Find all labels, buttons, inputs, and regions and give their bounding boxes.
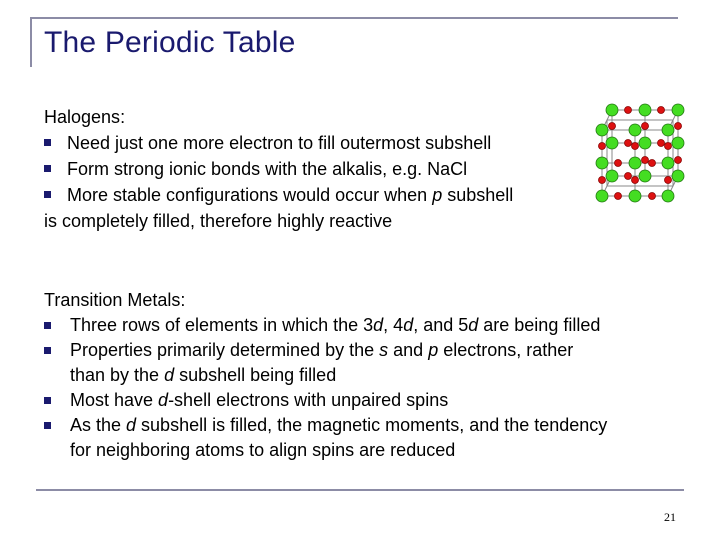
tm-b1-t3: , and 5 [413,315,469,335]
page-number: 21 [664,510,676,524]
tm-b4-t1: As the [70,415,127,435]
list-item [44,130,513,156]
square-bullet-icon [44,139,51,146]
list-item [44,182,513,208]
list-item [44,313,704,338]
tm-b2-t4: than by the [70,365,165,385]
square-bullet-icon [44,165,51,172]
halogens-bullet-3-italic: p [432,185,443,205]
tm-b1-t1: Three rows of elements in which the 3 [70,315,374,335]
halogens-section [44,104,513,234]
title-left-rule [30,17,32,67]
footer-rule [36,489,684,491]
nacl-crystal-lattice-icon [590,102,702,214]
transition-metals-heading-line: Transition Metals: [44,290,186,310]
halogens-bullet-3-a: More stable configurations would occur when [67,185,433,205]
list-item [44,413,704,463]
square-bullet-icon [44,191,51,198]
tm-b4-i1: d [126,415,137,435]
tm-b2-t5: subshell being filled [174,365,337,385]
list-item [44,156,513,182]
tm-b3-i1: d [158,390,169,410]
square-bullet-icon [44,397,51,404]
transition-metals-section [44,288,704,463]
list-item [44,338,704,388]
list-item [44,388,704,413]
halogens-bullet-3-continuation: is completely filled, therefore highly reactive [44,211,393,231]
halogens-bullet-3-b: subshell [442,185,514,205]
halogens-bullet-2: Form strong ionic bonds with the alkalis, e.g. NaCl [67,159,468,179]
square-bullet-icon [44,422,51,429]
tm-b1-i3: d [468,315,479,335]
halogens-heading: Halogens [44,107,121,127]
title-top-rule [30,17,678,19]
tm-b2-t2: and [388,340,429,360]
slide-title: The Periodic Table [44,26,296,59]
tm-b1-t2: , 4 [383,315,404,335]
tm-b2-i1: s [379,340,389,360]
square-bullet-icon [44,322,51,329]
tm-b4-t3: for neighboring atoms to align spins are reduced [70,440,456,460]
tm-b2-t1: Properties primarily determined by the [70,340,380,360]
tm-b1-i2: d [403,315,414,335]
tm-b2-i2: p [428,340,439,360]
square-bullet-icon [44,347,51,354]
tm-b4-t2: subshell is filled, the magnetic moments, and the tendency [136,415,608,435]
tm-b2-t3: electrons, rather [438,340,574,360]
tm-b2-i3: d [164,365,175,385]
tm-b1-i1: d [373,315,384,335]
halogens-bullet-1: Need just one more electron to fill outermost subshell [67,133,492,153]
transition-metals-heading: Transition Metals [44,290,181,310]
tm-b3-t1: Most have [70,390,159,410]
tm-b1-t4: are being filled [478,315,601,335]
tm-b3-t2: -shell electrons with unpaired spins [168,390,449,410]
halogens-heading-line: Halogens: [44,107,126,127]
